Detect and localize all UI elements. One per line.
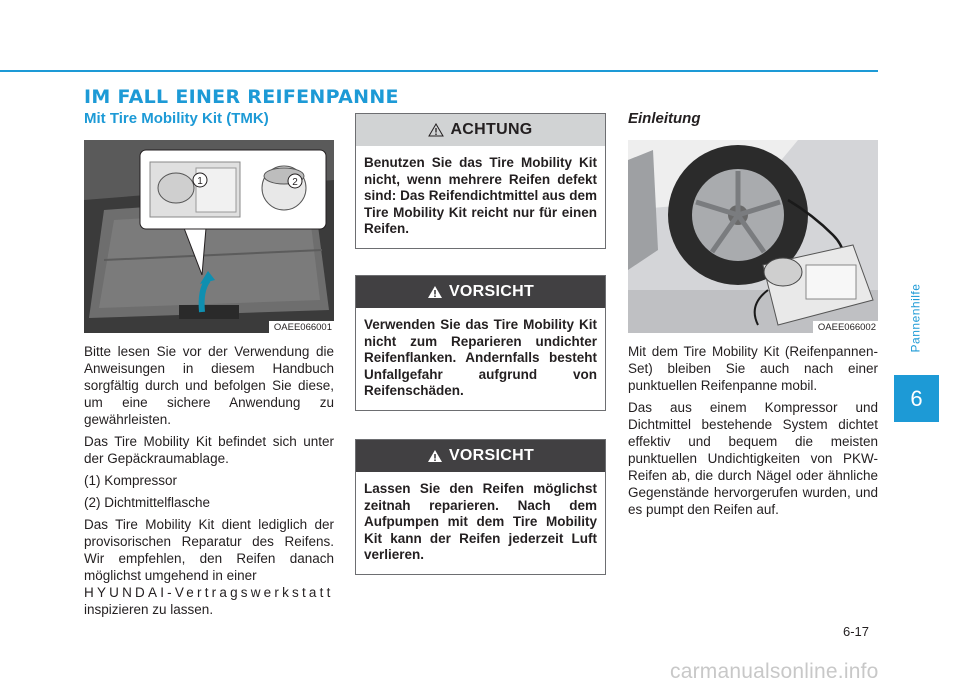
header-rule bbox=[0, 70, 878, 72]
callout-1: 1 bbox=[197, 176, 203, 187]
page-number: 6-17 bbox=[843, 624, 870, 639]
einleitung-heading: Einleitung bbox=[628, 110, 701, 127]
warning-triangle-icon bbox=[427, 449, 443, 463]
subsection-title: Mit Tire Mobility Kit (TMK) bbox=[84, 110, 269, 127]
chapter-side-label bbox=[891, 268, 939, 368]
box-body: Verwenden Sie das Tire Mobility Kit nicht zum Reparieren undichter Reifenflanken. Andernfalls besteht Unfallgefahr aufgrund von Reifenschäden. bbox=[364, 317, 597, 398]
section-title: IM FALL EINER REIFENPANNE bbox=[84, 86, 399, 108]
paragraph: Bitte lesen Sie vor der Verwendung die Anweisungen in diesem Handbuch sorgfältig durch und befolgen Sie diese, um eine sichere Anwendung zu gewährleisten. bbox=[84, 344, 334, 427]
column-1-text bbox=[84, 343, 334, 623]
wheel-kit-photo bbox=[628, 140, 878, 333]
box-body: Benutzen Sie das Tire Mobility Kit nicht, wenn mehrere Reifen defekt sind: Das Reifendichtmittel aus dem Tire Mobility Kit reicht nur für einen Reifen. bbox=[364, 155, 597, 236]
paragraph: Das aus einem Kompressor und Dichtmittel bestehende System dichtet effektiv und bequem die meisten punktuellen Undichtigkeiten von PKW-Reifen ab, die durch Nägel oder ähnliche Gegenstände hervorgerufen wurden, und es pumpt den Reifen auf. bbox=[628, 400, 878, 517]
vorsicht-header bbox=[356, 440, 605, 472]
box-header-label: ACHTUNG bbox=[450, 121, 533, 138]
paragraph bbox=[84, 516, 334, 618]
achtung-box bbox=[355, 113, 606, 249]
achtung-header bbox=[356, 114, 605, 146]
paragraph-part: Das Tire Mobility Kit dient lediglich der provisorischen Reparatur des Reifens. Wir empfehlen, den Reifen danach möglichst umgehend in einer bbox=[84, 517, 334, 583]
box-body: Lassen Sie den Reifen möglichst zeitnah reparieren. Nach dem Aufpumpen mit dem Tire Mobility Kit kann der Reifen jederzeit Luft verlieren. bbox=[364, 481, 597, 562]
vorsicht-header bbox=[356, 276, 605, 308]
figure2-code: OAEE066002 bbox=[813, 321, 878, 333]
workshop-name: HYUNDAI-Vertragswerkstatt bbox=[84, 585, 334, 600]
box-header-label: VORSICHT bbox=[448, 447, 535, 464]
paragraph: Das Tire Mobility Kit befindet sich unter der Gepäckraumablage. bbox=[84, 434, 334, 466]
list-item: (2) Dichtmittelflasche bbox=[84, 495, 211, 510]
watermark: carmanualsonline.info bbox=[670, 660, 879, 683]
figure1-code: OAEE066001 bbox=[269, 321, 334, 333]
warning-triangle-icon bbox=[428, 123, 444, 137]
chapter-label-text: Pannenhilfe bbox=[908, 283, 923, 353]
chapter-number-tab: 6 bbox=[894, 375, 939, 422]
callout-2: 2 bbox=[292, 177, 298, 188]
vorsicht-box bbox=[355, 275, 606, 411]
trunk-kit-photo bbox=[84, 140, 334, 333]
paragraph: Mit dem Tire Mobility Kit (Reifenpannen-Set) bleiben Sie auch nach einer punktuellen Reifenpanne mobil. bbox=[628, 344, 878, 393]
paragraph-part: inspizieren zu lassen. bbox=[84, 602, 214, 617]
vorsicht-box bbox=[355, 439, 606, 575]
column-3-text bbox=[628, 343, 878, 523]
box-header-label: VORSICHT bbox=[448, 283, 535, 300]
list-item: (1) Kompressor bbox=[84, 473, 178, 488]
warning-triangle-icon bbox=[427, 285, 443, 299]
